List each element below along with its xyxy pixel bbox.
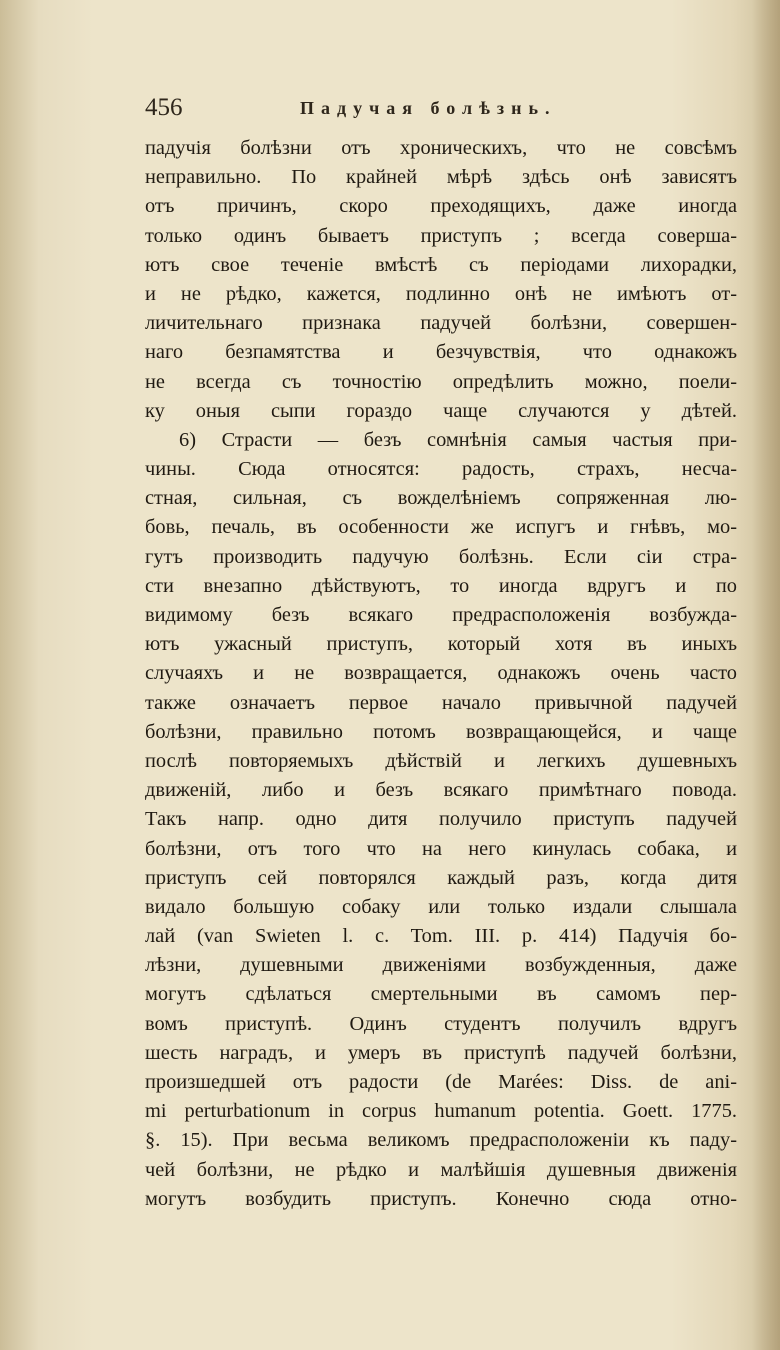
text-line: произшедшей отъ радости (de Marées: Diss. de ani- (145, 1071, 737, 1093)
text-line: отъ причинъ, скоро преходящихъ, даже иногда (145, 195, 737, 218)
text-line: ку оныя сыпи гораздо чаще случаются у дѣтей. (145, 399, 737, 422)
body-text (145, 134, 737, 1214)
page-number: 456 (145, 94, 183, 121)
text-line: также означаетъ первое начало привычной падучей (145, 691, 737, 714)
text-line: чей болѣзни, не рѣдко и малѣйшія душевныя движенія (145, 1158, 737, 1181)
text-line: вомъ приступѣ. Одинъ студентъ получилъ вдругъ (145, 1012, 737, 1035)
text-line: неправильно. По крайней мѣрѣ здѣсь онѣ зависятъ (145, 166, 737, 189)
text-line: бовь, печаль, въ особенности же испугъ и гнѣвъ, мо- (145, 516, 737, 539)
text-line: случаяхъ и не возвращается, однакожъ очень часто (145, 662, 737, 685)
text-line: наго безпамятства и безчувствія, что однакожъ (145, 341, 737, 364)
text-line: Такъ напр. одно дитя получило приступъ падучей (145, 808, 737, 831)
text-line: лай (van Swieten l. c. Tom. III. p. 414) Падучія бо- (145, 925, 737, 948)
text-line: и не рѣдко, кажется, подлинно онѣ не имѣютъ от- (145, 282, 737, 305)
text-line: сти внезапно дѣйствуютъ, то иногда вдругъ и по (145, 574, 737, 597)
text-line: приступъ сей повторялся каждый разъ, когда дитя (145, 866, 737, 889)
text-line: падучія болѣзни отъ хроническихъ, что не совсѣмъ (145, 137, 737, 159)
page-header (145, 94, 737, 126)
text-line: §. 15). При весьма великомъ предрасположеніи къ паду- (145, 1129, 737, 1152)
text-line: движеній, либо и безъ всякаго примѣтнаго повода. (145, 779, 737, 802)
text-line: 6) Страсти — безъ сомнѣнія самыя частыя при- (179, 428, 737, 451)
text-line: ютъ ужасный приступъ, который хотя въ иныхъ (145, 633, 737, 656)
text-line: болѣзни, правильно потомъ возвращающейся, и чаще (145, 720, 737, 743)
text-line: лѣзни, душевными движеніями возбужденныя, даже (145, 954, 737, 977)
text-line: видало большую собаку или только издали слышала (145, 895, 737, 918)
text-line: ютъ свое теченіе вмѣстѣ съ періодами лихорадки, (145, 253, 737, 276)
text-line: стная, сильная, съ вожделѣніемъ сопряженная лю- (145, 487, 737, 510)
text-line: личительнаго признака падучей болѣзни, совершен- (145, 312, 737, 335)
page-edge-shadow (752, 0, 780, 1350)
text-line: видимому безъ всякаго предрасположенія возбужда- (145, 604, 737, 626)
text-line: шесть наградъ, и умеръ въ приступѣ падучей болѣзни, (145, 1041, 737, 1064)
text-line: гутъ производить падучую болѣзнь. Если сіи стра- (145, 545, 737, 568)
text-line: не всегда съ точностію опредѣлить можно, поели- (145, 370, 737, 393)
text-line: болѣзни, отъ того что на него кинулась собака, и (145, 837, 737, 860)
text-line: могутъ возбудить приступъ. Конечно сюда отно- (145, 1187, 737, 1210)
running-title: Падучая болѣзнь. (300, 98, 557, 118)
text-line: только одинъ бываетъ приступъ ; всегда соверша- (145, 224, 737, 247)
text-line: могутъ сдѣлаться смертельными въ самомъ пер- (145, 983, 737, 1006)
text-line: mi perturbationum in corpus humanum potentia. Goett. 1775. (145, 1100, 737, 1123)
text-line: чины. Сюда относятся: радость, страхъ, несча- (145, 458, 737, 481)
text-line: послѣ повторяемыхъ дѣйствій и легкихъ душевныхъ (145, 749, 737, 772)
